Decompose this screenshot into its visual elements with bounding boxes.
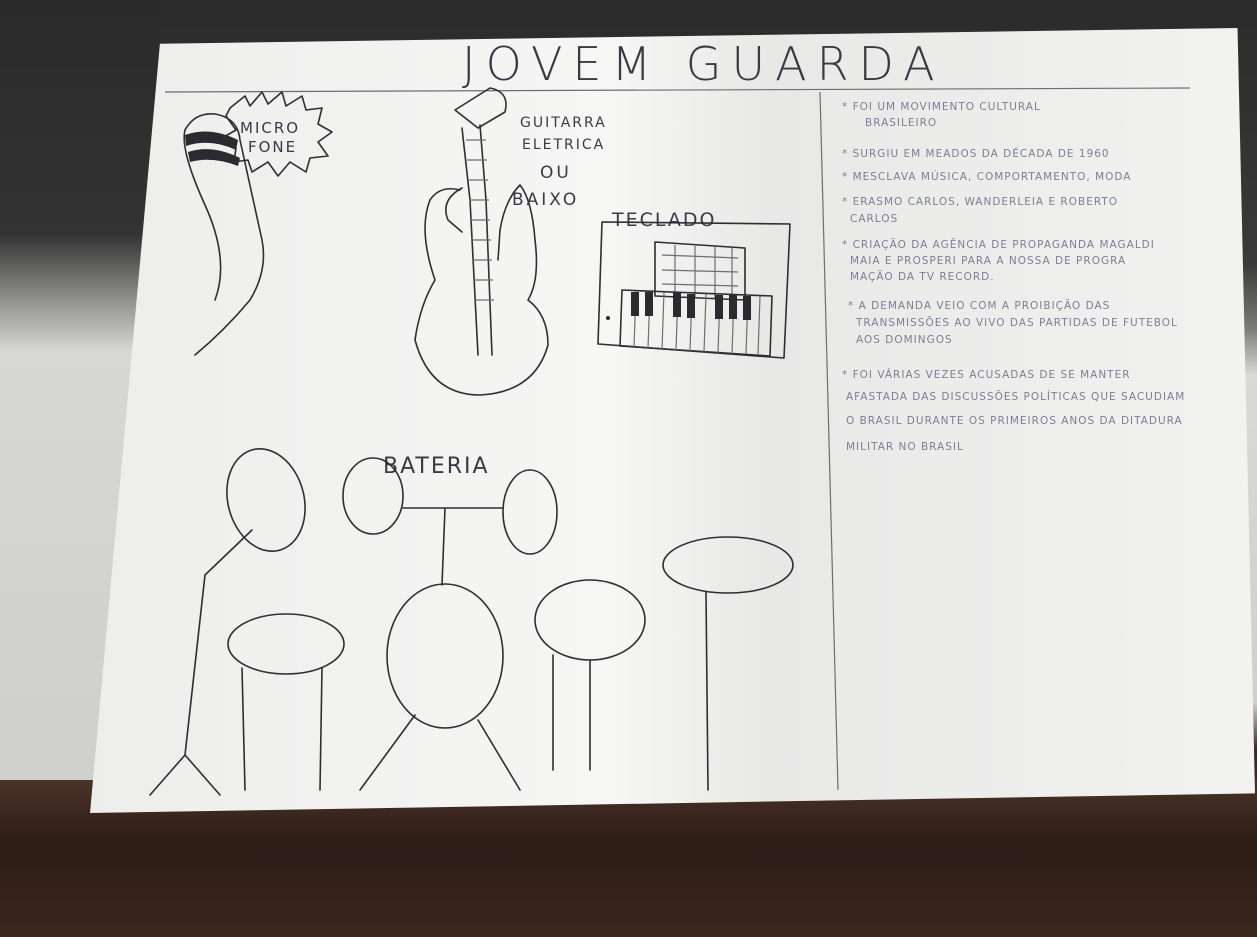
fact-6-line-2: TRANSMISSÕES AO VIVO DAS PARTIDAS DE FUTEBOL (856, 317, 1178, 329)
microphone-drawing (184, 92, 332, 355)
fact-6-line-3: AOS DOMINGOS (856, 334, 953, 346)
fact-7-line-3: O BRASIL DURANTE OS PRIMEIROS ANOS DA DITADURA (846, 415, 1183, 427)
column-divider (820, 92, 838, 790)
fact-1-line-1: * FOI UM MOVIMENTO CULTURAL (842, 101, 1041, 113)
drums-label: BATERIA (383, 454, 490, 479)
fact-2-line-1: * SURGIU EM MEADOS DA DÉCADA DE 1960 (842, 148, 1110, 160)
guitar-label-3: OU (540, 163, 572, 183)
fact-5-line-1: * CRIAÇÃO DA AGÊNCIA DE PROPAGANDA MAGALDI (842, 239, 1155, 251)
fact-1-line-2: BRASILEIRO (865, 117, 938, 129)
fact-7-line-2: AFASTADA DAS DISCUSSÕES POLÍTICAS QUE SACUDIAM (846, 391, 1186, 403)
keyboard-label: TECLADO (612, 209, 717, 231)
drum-kit-drawing (150, 440, 793, 795)
poster-title: JOVEM GUARDA (462, 37, 945, 91)
guitar-label-4: BAIXO (512, 190, 580, 210)
fact-7-line-4: MILITAR NO BRASIL (846, 441, 964, 453)
fact-5-line-3: MAÇÃO DA TV RECORD. (850, 271, 995, 283)
fact-5-line-2: MAIA E PROSPERI PARA A NOSSA DE PROGRA (850, 255, 1127, 267)
guitar-label-1: GUITARRA (520, 115, 607, 131)
guitar-label-2: ELETRICA (522, 137, 606, 153)
facts-list (842, 101, 1185, 453)
fact-6-line-1: * A DEMANDA VEIO COM A PROIBIÇÃO DAS (848, 300, 1111, 312)
fact-3-line-1: * MESCLAVA MÚSICA, COMPORTAMENTO, MODA (842, 171, 1132, 183)
fact-7-line-1: * FOI VÁRIAS VEZES ACUSADAS DE SE MANTER (842, 369, 1131, 381)
fact-4-line-1: * ERASMO CARLOS, WANDERLEIA E ROBERTO (842, 196, 1119, 208)
keyboard-drawing (598, 209, 790, 358)
microphone-label-1: MICRO (240, 119, 301, 137)
guitar-drawing (415, 88, 607, 395)
microphone-label-2: FONE (248, 138, 298, 156)
fact-4-line-2: CARLOS (850, 213, 899, 225)
